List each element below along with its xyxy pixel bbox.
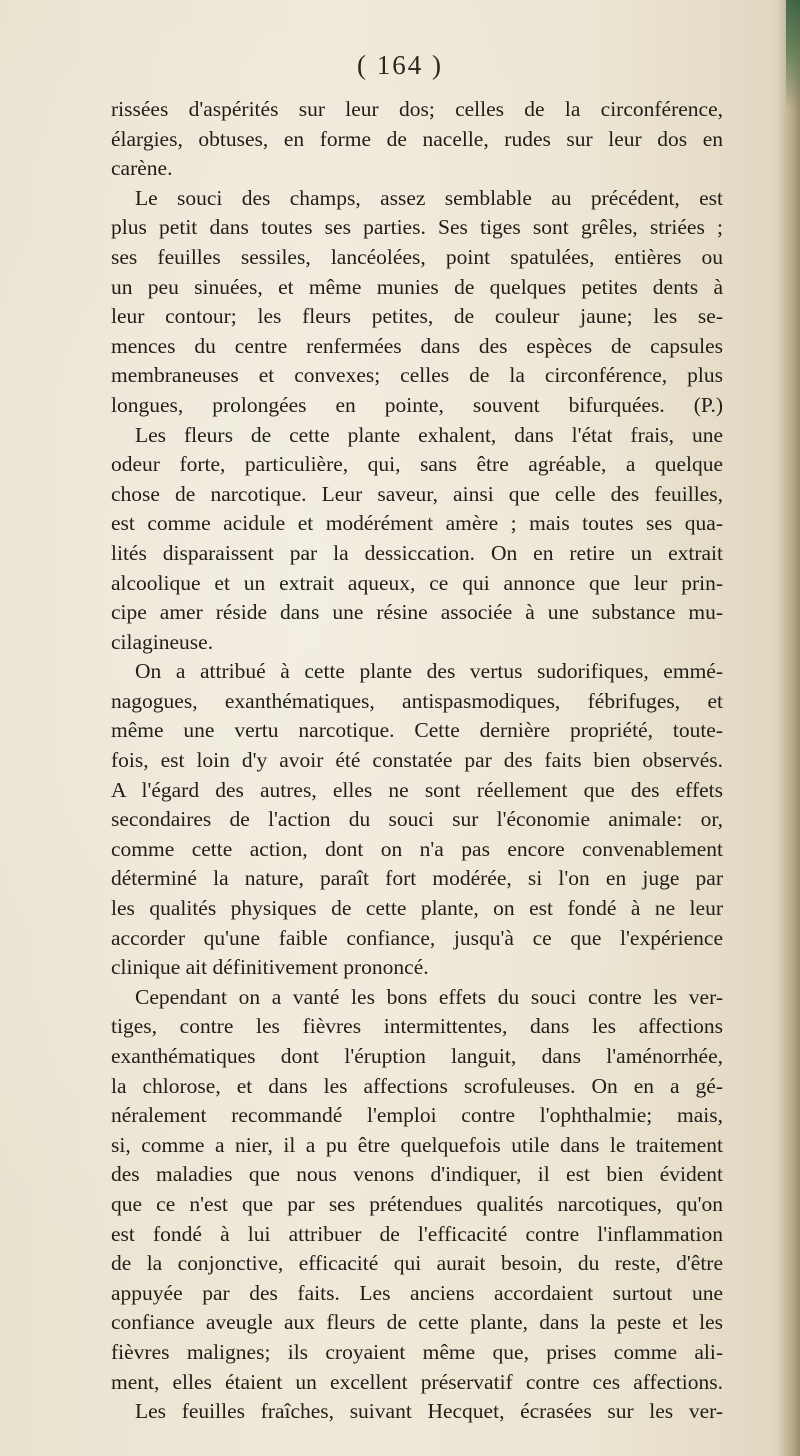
text-line: un peu sinuées, et même munies de quelques petites dents à <box>111 274 723 299</box>
text-line: néralement recommandé l'emploi contre l'ophthalmie; mais, <box>111 1103 723 1128</box>
text-line: des maladies que nous venons d'indiquer, il est bien évident <box>111 1162 723 1187</box>
text-line: de la conjonctive, efficacité qui aurait besoin, du reste, d'être <box>111 1251 723 1276</box>
text-line: clinique ait définitivement prononcé. <box>111 955 429 980</box>
text-line: que ce n'est que par ses prétendues qualités narcotiques, qu'on <box>111 1191 723 1216</box>
text-line: accorder qu'une faible confiance, jusqu'à ce que l'expérience <box>111 925 723 950</box>
text-line: comme cette action, dont on n'a pas encore convenablement <box>111 836 723 861</box>
text-line: A l'égard des autres, elles ne sont réellement que des effets <box>111 777 723 802</box>
text-line: Les fleurs de cette plante exhalent, dans l'état frais, une <box>135 422 723 447</box>
text-line: carène. <box>111 156 173 181</box>
text-line: appuyée par des faits. Les anciens accordaient surtout une <box>111 1280 723 1305</box>
text-line: déterminé la nature, paraît fort modérée, si l'on en juge par <box>111 866 723 891</box>
text-line: odeur forte, particulière, qui, sans être agréable, a quelque <box>111 452 723 477</box>
text-line: la chlorose, et dans les affections scrofuleuses. On en a gé- <box>111 1073 723 1098</box>
text-line: alcoolique et un extrait aqueux, ce qui annonce que leur prin- <box>111 570 723 595</box>
text-line: exanthématiques dont l'éruption languit, dans l'aménorrhée, <box>111 1044 723 1068</box>
text-line: ses feuilles sessiles, lancéolées, point spatulées, entières ou <box>111 244 723 269</box>
text-line: leur contour; les fleurs petites, de couleur jaune; les se- <box>111 304 723 329</box>
text-line: membraneuses et convexes; celles de la circonférence, plus <box>111 363 723 388</box>
text-line: Les feuilles fraîches, suivant Hecquet, écrasées sur les ver- <box>135 1399 723 1424</box>
text-line: mences du centre renfermées dans des espèces de capsules <box>111 333 723 358</box>
text-line: rissées d'aspérités sur leur dos; celles de la circonférence, <box>111 97 723 121</box>
text-line: Le souci des champs, assez semblable au précédent, est <box>135 185 723 210</box>
text-line: lités disparaissent par la dessiccation. On en retire un extrait <box>111 540 723 565</box>
text-line: élargies, obtuses, en forme de nacelle, rudes sur leur dos en <box>111 126 723 151</box>
text-line: est fondé à lui attribuer de l'efficacité contre l'inflammation <box>111 1221 723 1246</box>
page-edge-shadow <box>778 0 800 1456</box>
text-line: les qualités physiques de cette plante, on est fondé à ne leur <box>111 896 723 921</box>
text-line: On a attribué à cette plante des vertus sudorifiques, emmé- <box>135 659 723 684</box>
text-line: ment, elles étaient un excellent préservatif contre ces affections. <box>111 1369 723 1394</box>
text-line: chose de narcotique. Leur saveur, ainsi que celle des feuilles, <box>111 481 723 506</box>
text-line: secondaires de l'action du souci sur l'économie animale: or, <box>111 807 723 832</box>
text-line: cipe amer réside dans une résine associée à une substance mu- <box>111 600 723 625</box>
body-text <box>111 95 723 1427</box>
text-line: Cependant on a vanté les bons effets du souci contre les ver- <box>135 984 723 1009</box>
text-line: fièvres malignes; ils croyaient même que, prises comme ali- <box>111 1339 723 1364</box>
text-line: si, comme a nier, il a pu être quelquefois utile dans le traitement <box>111 1132 723 1157</box>
text-line: confiance aveugle aux fleurs de cette plante, dans la peste et les <box>111 1310 723 1335</box>
text-line: même une vertu narcotique. Cette dernière propriété, toute- <box>111 718 723 743</box>
text-line: longues, prolongées en pointe, souvent bifurquées. (P.) <box>111 392 723 417</box>
page-number: ( 164 ) <box>357 50 443 80</box>
text-line: tiges, contre les fièvres intermittentes, dans les affections <box>111 1014 723 1039</box>
text-line: fois, est loin d'y avoir été constatée par des faits bien observés. <box>111 748 723 773</box>
text-line: cilagineuse. <box>111 629 214 654</box>
text-line: est comme acidule et modérément amère ; mais toutes ses qua- <box>111 511 723 536</box>
text-line: plus petit dans toutes ses parties. Ses tiges sont grêles, striées ; <box>111 215 723 240</box>
text-line: nagogues, exanthématiques, antispasmodiques, fébrifuges, et <box>111 688 723 713</box>
